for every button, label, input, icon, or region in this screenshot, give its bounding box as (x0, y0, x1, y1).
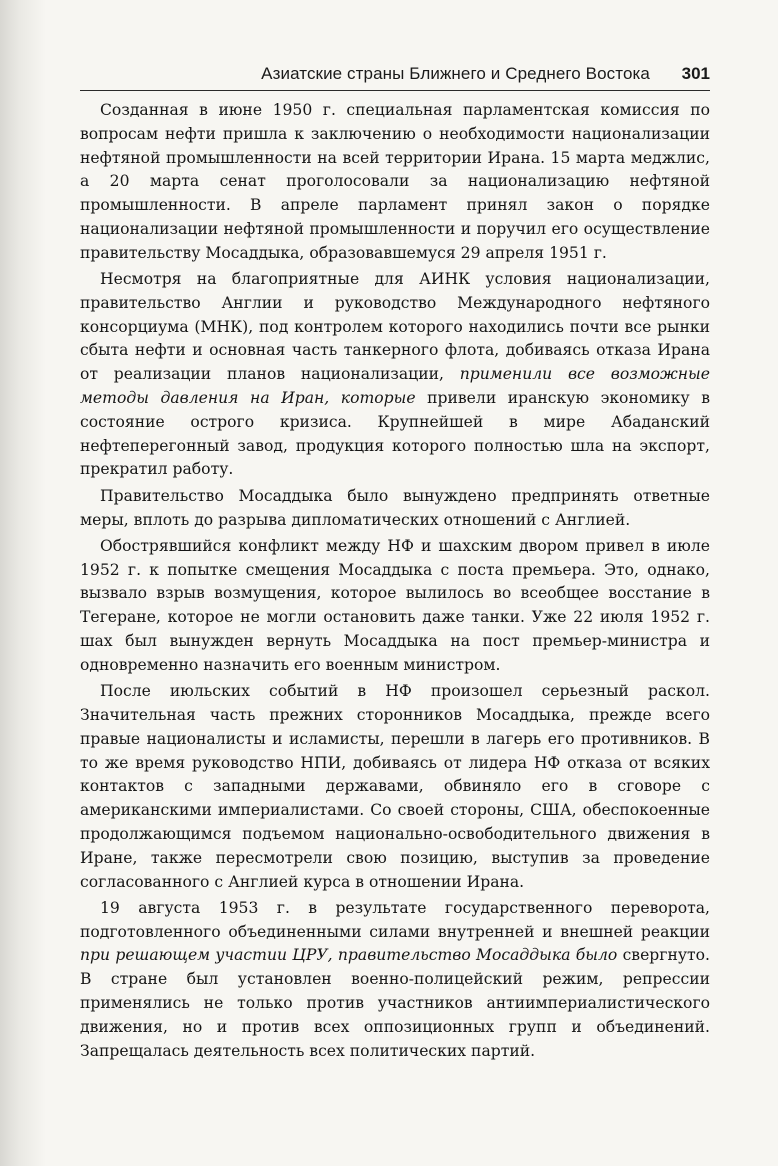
body-text (80, 99, 710, 1066)
spine-shadow (0, 0, 46, 1166)
paragraph-3 (80, 485, 710, 533)
paragraph-4 (80, 535, 710, 678)
page-number: 301 (681, 64, 710, 83)
paragraph-4-text: Обострявшийся конфликт между НФ и шахским двором привел в июле 1952 г. к попытке смещения Мосаддыка с поста премьера. Это, однако, вызвало взрыв возмущения, которое вылилось во всеобщее восстание в Тегеране, которое не могли остановить даже танки. Уже 22 июля 1952 г. шах был вынужден вернуть Мосаддыка на пост премьер-министра и одновременно назначить его военным министром. (80, 536, 710, 674)
paragraph-2 (80, 268, 710, 482)
paragraph-5-text: После июльских событий в НФ произошел серьезный раскол. Значительная часть прежних сторонников Мосаддыка, прежде всего правые националисты и исламисты, перешли в лагерь его противников. В то же время руководство НПИ, добиваясь от лидера НФ отказа от всяких контактов с западными державами, обвиняло его в сговоре с американскими империалистами. Со своей стороны, США, обеспокоенные продолжающимся подъемом национально-освободительного движения в Иране, также пересмотрели свою позицию, выступив за проведение согласованного с Англией курса в отношении Ирана. (80, 682, 710, 891)
paragraph-6-text-b: свергнуто. В стране был установлен военно-полицейский режим, репрессии применялись не только против участников антиимпериалистического движения, но и против всех оппозиционных групп и объединений. Запрещалась деятельность всех политических партий. (80, 946, 711, 1060)
running-title: Азиатские страны Ближнего и Среднего Востока (261, 64, 650, 83)
paragraph-6-text-a: 19 августа 1953 г. в результате государственного переворота, подготовленного объединенными силами внутренней и внешней реакции (80, 898, 710, 941)
paragraph-2-emphasis: применили все возможные методы давления на Иран, которые (80, 365, 710, 408)
paragraph-5 (80, 680, 710, 894)
paragraph-6 (80, 897, 710, 1064)
paragraph-6-emphasis: при решающем участии ЦРУ, правительство Мосаддыка было (80, 946, 618, 965)
page-header (80, 60, 710, 91)
paragraph-2-text-a: Несмотря на благоприятные для АИНК условия национализации, правительство Англии и руководство Международного нефтяного консорциума (МНК), под контролем которого находились почти все рынки сбыта нефти и основная часть танкерного флота, добиваясь отказа Ирана от реализации планов национализации, (80, 270, 710, 384)
paragraph-3-text: Правительство Мосаддыка было вынуждено предпринять ответные меры, вплоть до разрыва дипломатических отношений с Англией. (80, 486, 710, 529)
paragraph-1 (80, 99, 710, 266)
paragraph-2-text-b: привели иранскую экономику в состояние острого кризиса. Крупнейшей в мире Абаданский нефтеперегонный завод, продукция которого полностью шла на экспорт, прекратил работу. (80, 389, 710, 479)
paragraph-1-text: Созданная в июне 1950 г. специальная парламентская комиссия по вопросам нефти пришла к заключению о необходимости национализации нефтяной промышленности на всей территории Ирана. 15 марта меджлис, а 20 марта сенат проголосовали за национализацию нефтяной промышленности. В апреле парламент принял закон о порядке национализации нефтяной промышленности и поручил его осуществление правительству Мосаддыка, образовавшемуся 29 апреля 1951 г. (80, 101, 710, 262)
